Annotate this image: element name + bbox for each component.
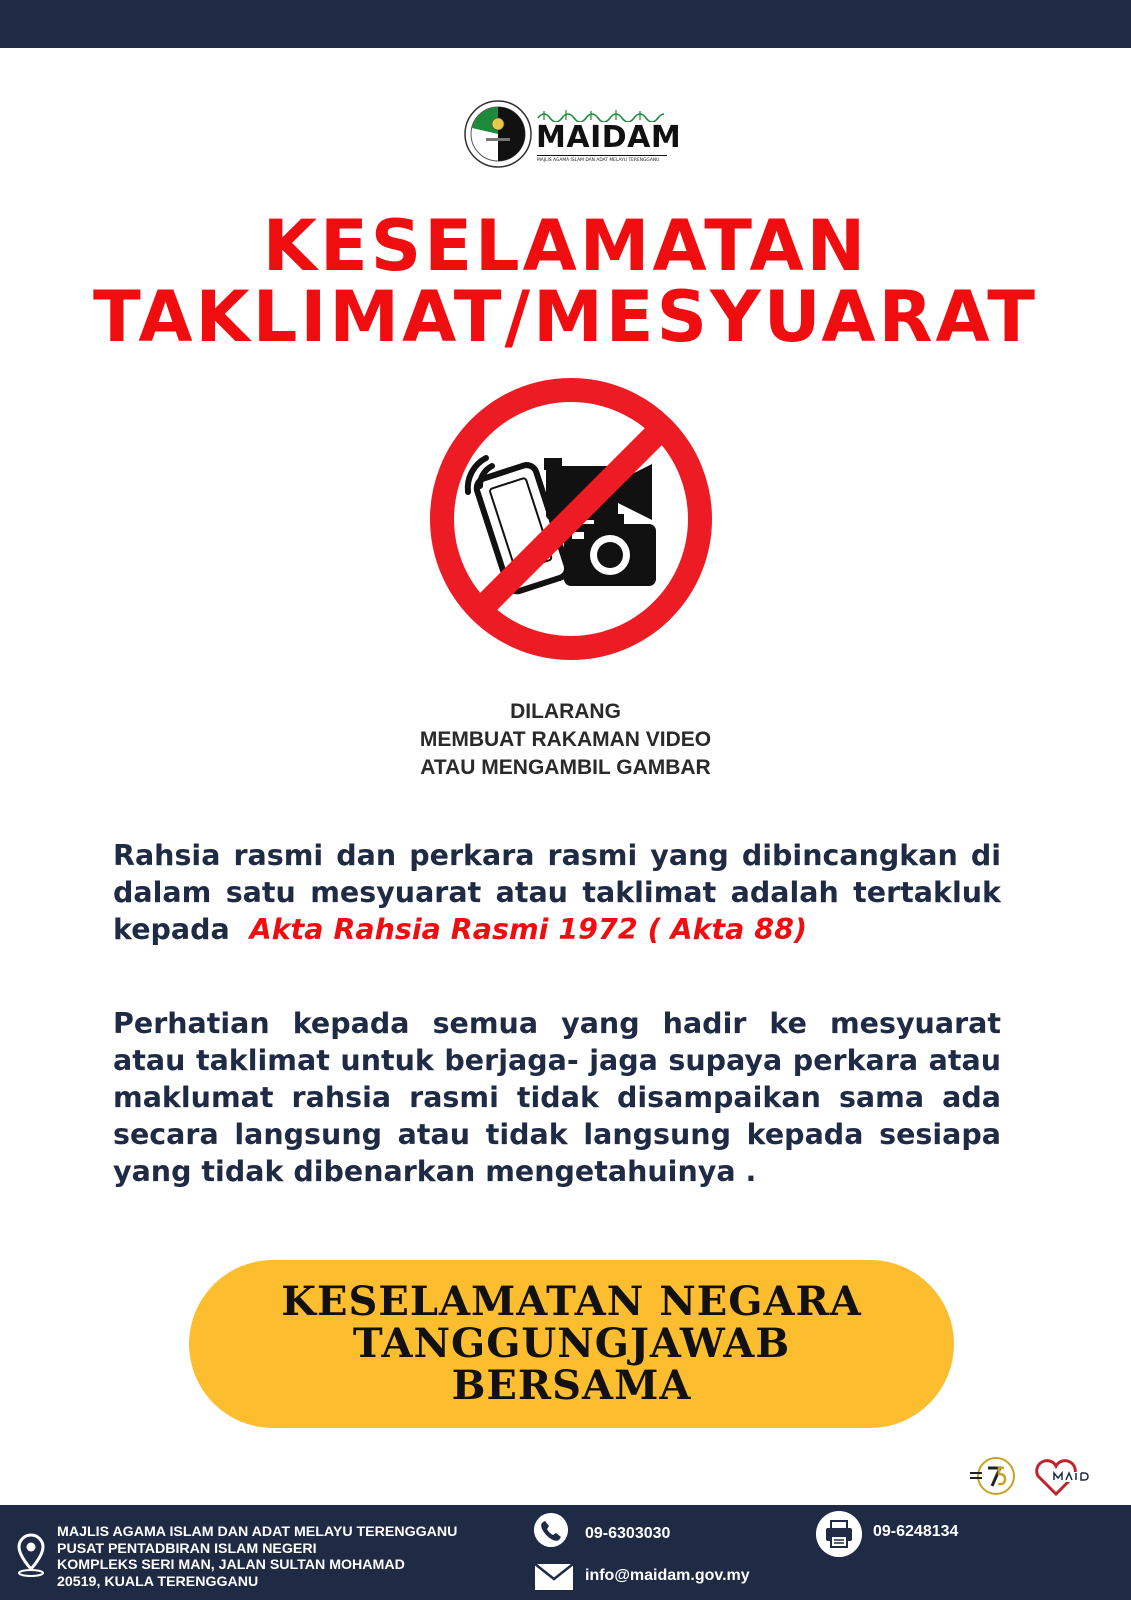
prohibition-line3: ATAU MENGAMBIL GAMBAR bbox=[420, 756, 711, 779]
paragraph-attention-notice: Perhatian kepada semua yang hadir ke mesyuarat atau taklimat untuk berjaga- jaga supaya perkara atau maklumat rahsia rasmi tidak disampaikan sama ada secara langsung atau tidak langsung kepada sesiapa yang tidak dibenarkan mengetahuinya . bbox=[113, 1007, 1001, 1188]
maidam-logo bbox=[464, 100, 682, 172]
footer-address bbox=[57, 1524, 457, 1590]
paragraph-secrecy-act bbox=[113, 837, 1001, 948]
footer-phone[interactable]: 09-6303030 bbox=[585, 1525, 671, 1542]
logo-name: MAIDAM bbox=[536, 120, 682, 155]
paragraph1-text: Rahsia rasmi dan perkara rasmi yang dibincangkan di dalam satu mesyuarat atau taklimat adalah tertakluk kepada bbox=[113, 839, 1001, 946]
phone-icon bbox=[534, 1513, 568, 1547]
top-banner-bar bbox=[0, 0, 1131, 48]
act-reference: Akta Rahsia Rasmi 1972 ( Akta 88) bbox=[249, 913, 807, 946]
75-anniversary-logo-icon bbox=[970, 1458, 1014, 1494]
slogan-banner bbox=[189, 1260, 954, 1428]
slogan-line1: KESELAMATAN NEGARA bbox=[281, 1278, 862, 1325]
no-camera-phone-prohibition-icon bbox=[426, 374, 716, 664]
address-line1: MAJLIS AGAMA ISLAM DAN ADAT MELAYU TERENGGANU bbox=[57, 1524, 458, 1540]
footer-email[interactable]: info@maidam.gov.my bbox=[585, 1567, 750, 1584]
page-title-line1: KESELAMATAN bbox=[262, 205, 869, 287]
address-line4: 20519, KUALA TERENGGANU bbox=[57, 1573, 259, 1590]
logo-subtitle: MAJLIS AGAMA ISLAM DAN ADAT MELAYU TERENGGANU bbox=[537, 155, 667, 163]
prohibition-line1: DILARANG bbox=[510, 700, 621, 723]
email-envelope-icon bbox=[534, 1563, 574, 1591]
location-pin-icon bbox=[16, 1533, 46, 1577]
prohibition-notice bbox=[0, 698, 1131, 782]
footer-fax[interactable]: 09-6248134 bbox=[873, 1523, 959, 1540]
fax-printer-icon bbox=[816, 1511, 862, 1557]
page-title-line2: TAKLIMAT/MESYUARAT bbox=[93, 276, 1038, 358]
maidam-heart-logo-icon bbox=[1037, 1461, 1096, 1494]
slogan-line2: TANGGUNGJAWAB bbox=[352, 1320, 791, 1367]
slogan-line3: BERSAMA bbox=[451, 1362, 692, 1409]
address-line2: PUSAT PENTADBIRAN ISLAM NEGERI bbox=[57, 1540, 317, 1557]
address-line3: KOMPLEKS SERI MAN, JALAN SULTAN MOHAMAD bbox=[57, 1557, 405, 1573]
anniversary-logos bbox=[968, 1454, 1098, 1498]
prohibition-line2: MEMBUAT RAKAMAN VIDEO bbox=[419, 728, 712, 751]
maidam-seal-icon bbox=[464, 100, 532, 168]
